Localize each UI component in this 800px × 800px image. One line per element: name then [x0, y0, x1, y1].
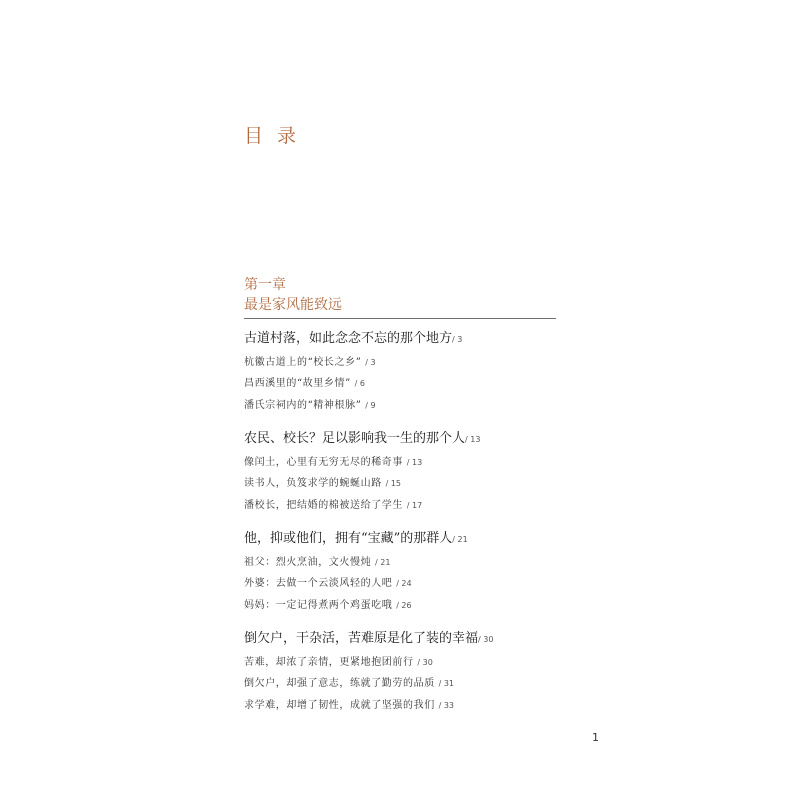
section-page-ref: / 21: [452, 535, 468, 544]
entry-title: 求学难，却增了韧性，成就了坚强的我们: [244, 700, 435, 711]
section-title: 古道村落，如此念念不忘的那个地方: [244, 331, 453, 346]
toc-section-3[interactable]: [244, 527, 468, 546]
toc-entry[interactable]: [244, 396, 376, 411]
entry-page-ref: / 13: [406, 458, 423, 467]
toc-entry[interactable]: [244, 353, 376, 368]
toc-title: 目 录: [244, 125, 301, 147]
entry-page-ref: / 33: [438, 701, 455, 710]
section-page-ref: / 30: [478, 635, 494, 644]
entry-title: 昌西溪里的“故里乡情”: [244, 378, 351, 389]
entry-page-ref: / 30: [417, 658, 433, 667]
entry-title: 外婆：去做一个云淡风轻的人吧: [244, 578, 393, 589]
toc-section-2[interactable]: [244, 427, 480, 446]
entry-title: 杭徽古道上的“校长之乡”: [244, 357, 362, 368]
toc-entry[interactable]: [244, 653, 433, 668]
entry-page-ref: / 21: [374, 558, 391, 567]
entry-page-ref: / 17: [406, 501, 423, 510]
entry-title: 妈妈：一定记得煮两个鸡蛋吃哦: [244, 600, 393, 611]
entry-title: 读书人，负笈求学的蜿蜒山路: [244, 478, 382, 489]
section-title: 倒欠户，干杂活，苦难原是化了装的幸福: [244, 631, 479, 646]
toc-entry[interactable]: [244, 474, 401, 489]
entry-title: 倒欠户，却强了意志，练就了勤劳的品质: [244, 678, 435, 689]
toc-section-1[interactable]: [244, 327, 462, 346]
entry-title: 祖父：烈火烹油，文火慢炖: [244, 557, 372, 568]
page-number: 1: [592, 731, 599, 744]
entry-page-ref: / 26: [396, 601, 412, 610]
chapter-number: 第一章: [244, 277, 286, 293]
section-title: 他，抑或他们，拥有“宝藏”的那群人: [244, 531, 453, 546]
entry-title: 苦难，却浓了亲情，更紧地抱团前行: [244, 657, 414, 668]
toc-section-4[interactable]: [244, 627, 493, 646]
section-title: 农民、校长？足以影响我一生的那个人: [244, 431, 466, 446]
entry-page-ref: / 3: [365, 358, 376, 367]
toc-entry[interactable]: [244, 553, 390, 568]
toc-entry[interactable]: [244, 453, 422, 468]
section-page-ref: / 13: [465, 435, 481, 444]
chapter-title: 最是家风能致远: [244, 297, 342, 313]
toc-entry[interactable]: [244, 574, 412, 589]
toc-entry[interactable]: [244, 696, 454, 711]
toc-entry[interactable]: [244, 496, 422, 511]
toc-entry[interactable]: [244, 596, 412, 611]
entry-page-ref: / 6: [354, 379, 365, 388]
entry-title: 潘校长，把结婚的棉被送给了学生: [244, 500, 403, 511]
entry-page-ref: / 15: [385, 479, 402, 488]
chapter-divider: [244, 318, 556, 319]
entry-title: 像闰土，心里有无穷无尽的稀奇事: [244, 457, 403, 468]
entry-page-ref: / 31: [438, 679, 455, 688]
entry-title: 潘氏宗祠内的“精神根脉”: [244, 400, 362, 411]
toc-entry[interactable]: [244, 674, 454, 689]
entry-page-ref: / 24: [396, 579, 412, 588]
toc-entry[interactable]: [244, 374, 365, 389]
entry-page-ref: / 9: [365, 401, 376, 410]
section-page-ref: / 3: [452, 335, 463, 344]
